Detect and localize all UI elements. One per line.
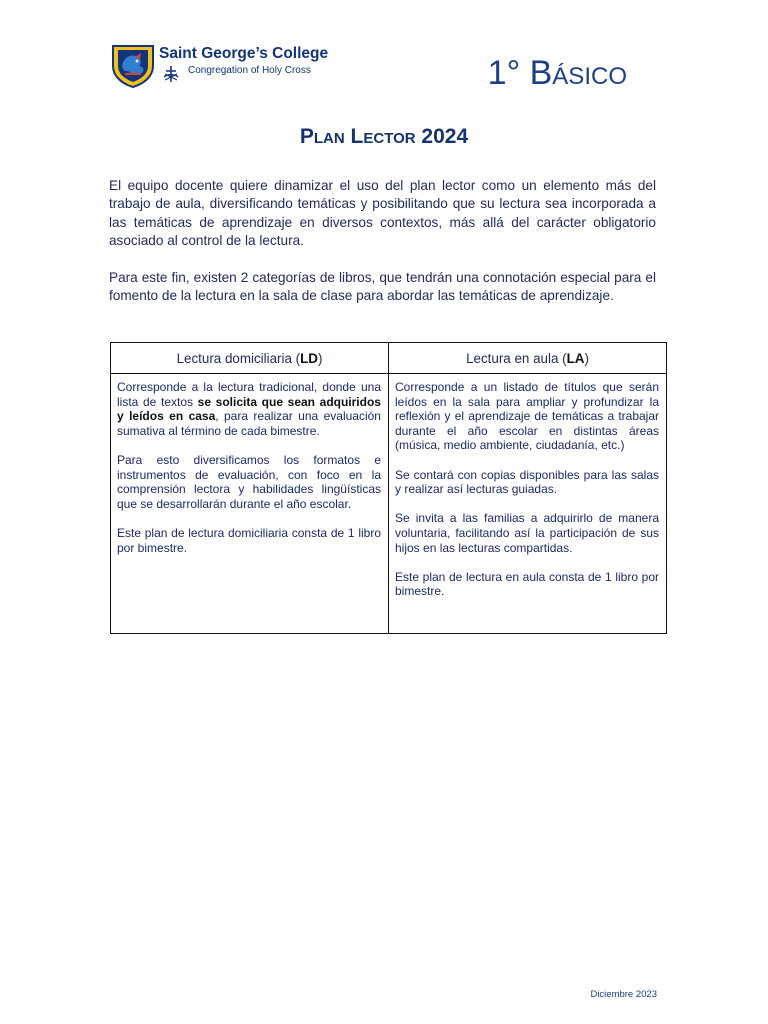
document-title: Plan Lector 2024: [299, 125, 469, 148]
school-name: Saint George’s College: [159, 45, 329, 62]
header-label: Lectura domiciliaria (: [176, 350, 301, 366]
header-lectura-en-aula: [389, 343, 667, 374]
grade-level: 1° Básico: [487, 54, 627, 92]
la-paragraph-2: Se contará con copias disponibles para las salas y realizar así lecturas guiadas.: [395, 467, 659, 497]
header-close: ): [584, 350, 589, 366]
la-paragraph-3: Se invita a las familias a adquirirlo de manera voluntaria, facilitando así la participación de sus hijos en las lecturas compartidas.: [395, 511, 659, 555]
ld-text: , para realizar una evaluación sumativa al término de cada bimestre.: [117, 409, 381, 438]
header-label: Lectura en aula (: [466, 350, 567, 366]
ld-paragraph-3: Este plan de lectura domiciliaria consta de 1 libro por bimestre.: [117, 525, 381, 555]
reading-categories-table: [110, 342, 667, 634]
header-abbreviation: LA: [566, 350, 585, 366]
holy-cross-icon: [162, 65, 180, 83]
header-abbreviation: LD: [300, 350, 318, 366]
header-close: ): [317, 350, 323, 366]
cell-lectura-en-aula: [389, 374, 667, 634]
ld-emphasis: se solicita que sean adquiridos y leídos en casa: [117, 394, 381, 424]
ld-text: Corresponde a la lectura tradicional, donde una lista de textos: [117, 380, 381, 409]
la-paragraph-4: Este plan de lectura en aula consta de 1 libro por bimestre.: [395, 569, 659, 599]
cell-lectura-domiciliaria: [111, 374, 389, 634]
table-row: [111, 374, 667, 634]
table-header-row: [111, 343, 667, 374]
intro-paragraph-1: El equipo docente quiere dinamizar el uso del plan lector como un elemento más del trabajo de aula, diversificando temáticas y posibilitando que su lectura sea incorporada a las temáticas de aprendizaje en diversos contextos, más allá del carácter obligatorio asociado al control de la lectura.: [109, 178, 656, 248]
intro-paragraph-2: Para este fin, existen 2 categorías de libros, que tendrán una connotación especial para el fomento de la lectura en la sala de clase para abordar las temáticas de aprendizaje.: [109, 270, 656, 304]
ld-paragraph-2: Para esto diversificamos los formatos e instrumentos de evaluación, con foco en la comprensión lectora y habilidades lingüísticas que se desarrollarán durante el año escolar.: [117, 452, 381, 511]
school-crest-icon: [111, 44, 155, 88]
school-logo: [111, 44, 329, 90]
footer-date: Diciembre 2023: [590, 989, 657, 1000]
congregation-name: Congregation of Holy Cross: [188, 65, 311, 76]
ld-paragraph-1: [117, 380, 381, 438]
header-lectura-domiciliaria: [111, 343, 389, 374]
la-paragraph-1: Corresponde a un listado de títulos que serán leídos en la sala para ampliar y profundizar la reflexión y el aprendizaje de temáticas a trabajar durante el año escolar en distintas áreas (música, medio ambiente, ciudadanía, etc.): [395, 380, 659, 453]
